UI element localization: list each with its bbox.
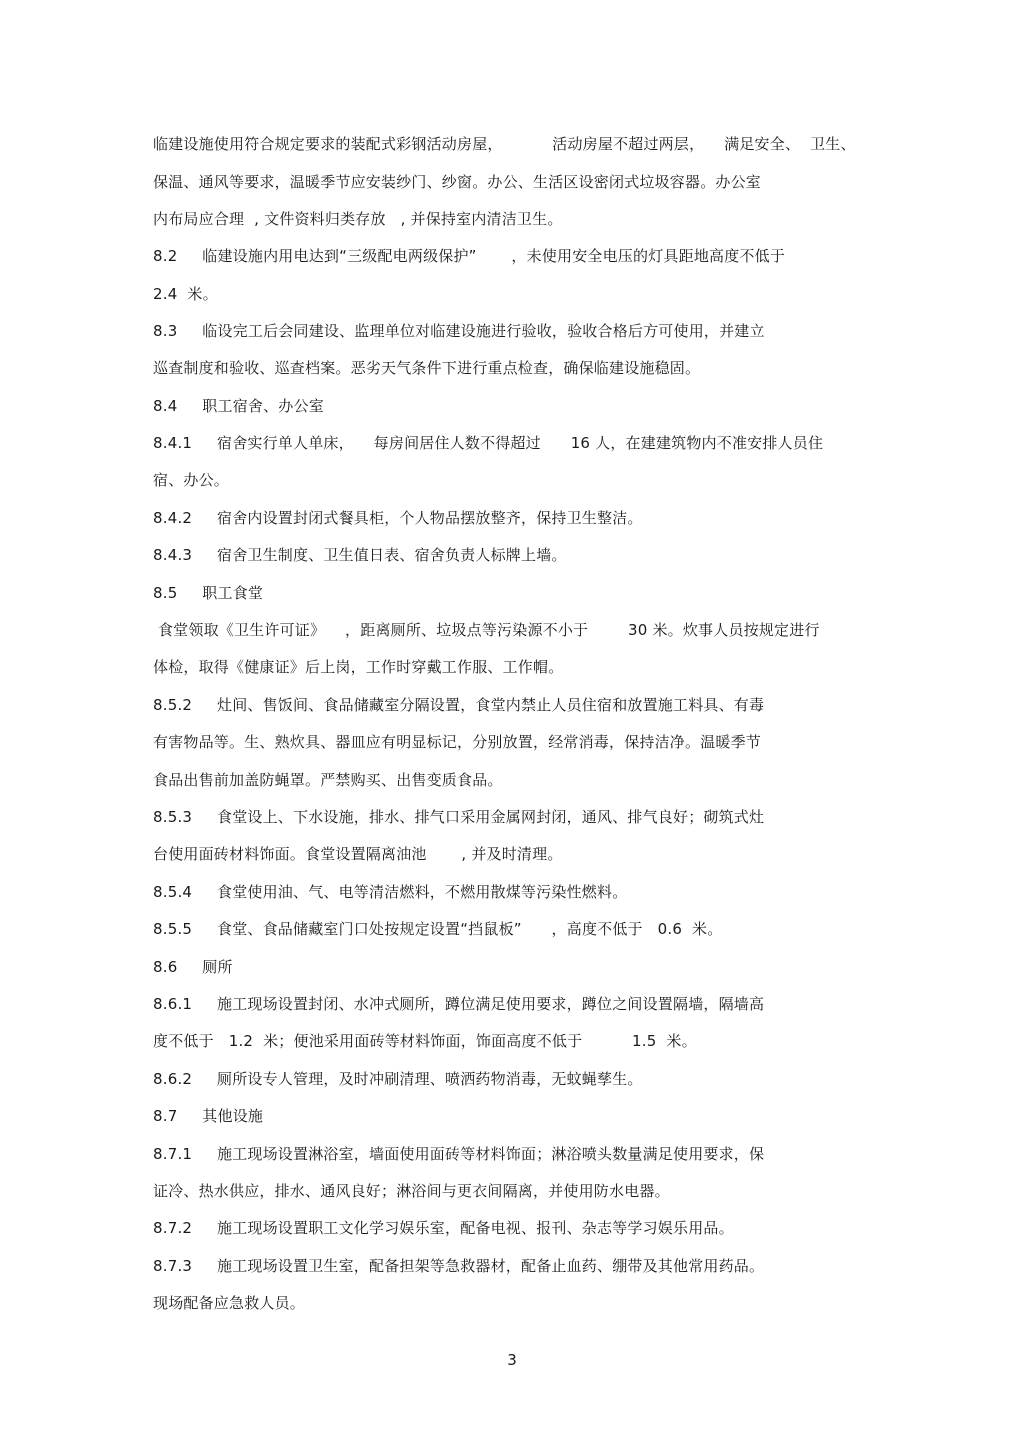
text-line: 8.2 临建设施内用电达到“三级配电两级保护” ，未使用安全电压的灯具距地高度不低于 — [153, 247, 786, 265]
text-line: 8.5.2 灶间、售饭间、食品储藏室分隔设置，食堂内禁止人员住宿和放置施工料具、有毒 — [153, 696, 765, 714]
text-line: 8.6.2 厕所设专人管理，及时冲刷清理、喷洒药物消毒，无蚊蝇孳生。 — [153, 1070, 643, 1088]
text-line: 有害物品等。生、熟炊具、器皿应有明显标记，分别放置，经常消毒，保持洁净。温暖季节 — [153, 733, 762, 751]
text-line: 8.6.1 施工现场设置封闭、水冲式厕所，蹲位满足使用要求，蹲位之间设置隔墙，隔墙高 — [153, 995, 765, 1013]
text-line: 体检，取得《健康证》后上岗，工作时穿戴工作服、工作帽。 — [153, 658, 564, 676]
text-line: 2.4 米。 — [153, 285, 218, 303]
text-line: 巡查制度和验收、巡查档案。恶劣天气条件下进行重点检查，确保临建设施稳固。 — [153, 359, 701, 377]
text-line: 证冷、热水供应，排水、通风良好；淋浴间与更衣间隔离，并使用防水电器。 — [153, 1182, 670, 1200]
text-line: 保温、通风等要求，温暖季节应安装纱门、纱窗。办公、生活区设密闭式垃圾容器。办公室 — [153, 173, 762, 191]
section-heading: 8.4 职工宿舍、办公室 — [153, 397, 324, 415]
text-line: 宿、办公。 — [153, 471, 230, 489]
text-line: 8.4.3 宿舍卫生制度、卫生值日表、宿舍负责人标牌上墙。 — [153, 546, 567, 564]
section-heading: 8.6 厕所 — [153, 958, 233, 976]
text-line: 8.5.4 食堂使用油、气、电等清洁燃料，不燃用散煤等污染性燃料。 — [153, 883, 628, 901]
page-number: 3 — [507, 1351, 517, 1369]
text-line: 8.4.2 宿舍内设置封闭式餐具柜，个人物品摆放整齐，保持卫生整洁。 — [153, 509, 643, 527]
section-heading: 8.7 其他设施 — [153, 1107, 264, 1125]
text-line: 台使用面砖材料饰面。食堂设置隔离油池 , 并及时清理。 — [153, 845, 563, 863]
text-line: 临建设施使用符合规定要求的装配式彩钢活动房屋， 活动房屋不超过两层， 满足安全、 卫生、 — [153, 135, 856, 153]
text-line: 食堂领取《卫生许可证》 ，距离厕所、垃圾点等污染源不小于 30 米。炊事人员按规定进行 — [153, 621, 820, 639]
text-line: 8.5.5 食堂、食品储藏室门口处按规定设置“挡鼠板” ，高度不低于 0.6 米。 — [153, 920, 723, 938]
text-line: 8.7.3 施工现场设置卫生室，配备担架等急救器材，配备止血药、绷带及其他常用药品。 — [153, 1257, 765, 1275]
text-line: 食品出售前加盖防蝇罩。严禁购买、出售变质食品。 — [153, 771, 503, 789]
text-line: 8.7.1 施工现场设置淋浴室，墙面使用面砖等材料饰面；淋浴喷头数量满足使用要求，保 — [153, 1145, 765, 1163]
text-line: 现场配备应急救人员。 — [153, 1294, 306, 1312]
section-heading: 8.5 职工食堂 — [153, 584, 264, 602]
text-line: 内布局应合理 , 文件资料归类存放 , 并保持室内清洁卫生。 — [153, 210, 563, 228]
text-line: 度不低于 1.2 米；便池采用面砖等材料饰面，饰面高度不低于 1.5 米。 — [153, 1032, 697, 1050]
text-line: 8.3 临设完工后会同建设、监理单位对临建设施进行验收，验收合格后方可使用，并建立 — [153, 322, 765, 340]
text-line: 8.4.1 宿舍实行单人单床， 每房间居住人数不得超过 16 人，在建建筑物内不准安排人员住 — [153, 434, 824, 452]
text-line: 8.7.2 施工现场设置职工文化学习娱乐室，配备电视、报刊、杂志等学习娱乐用品。 — [153, 1219, 734, 1237]
text-line: 8.5.3 食堂设上、下水设施，排水、排气口采用金属网封闭，通风、排气良好；砌筑式灶 — [153, 808, 765, 826]
